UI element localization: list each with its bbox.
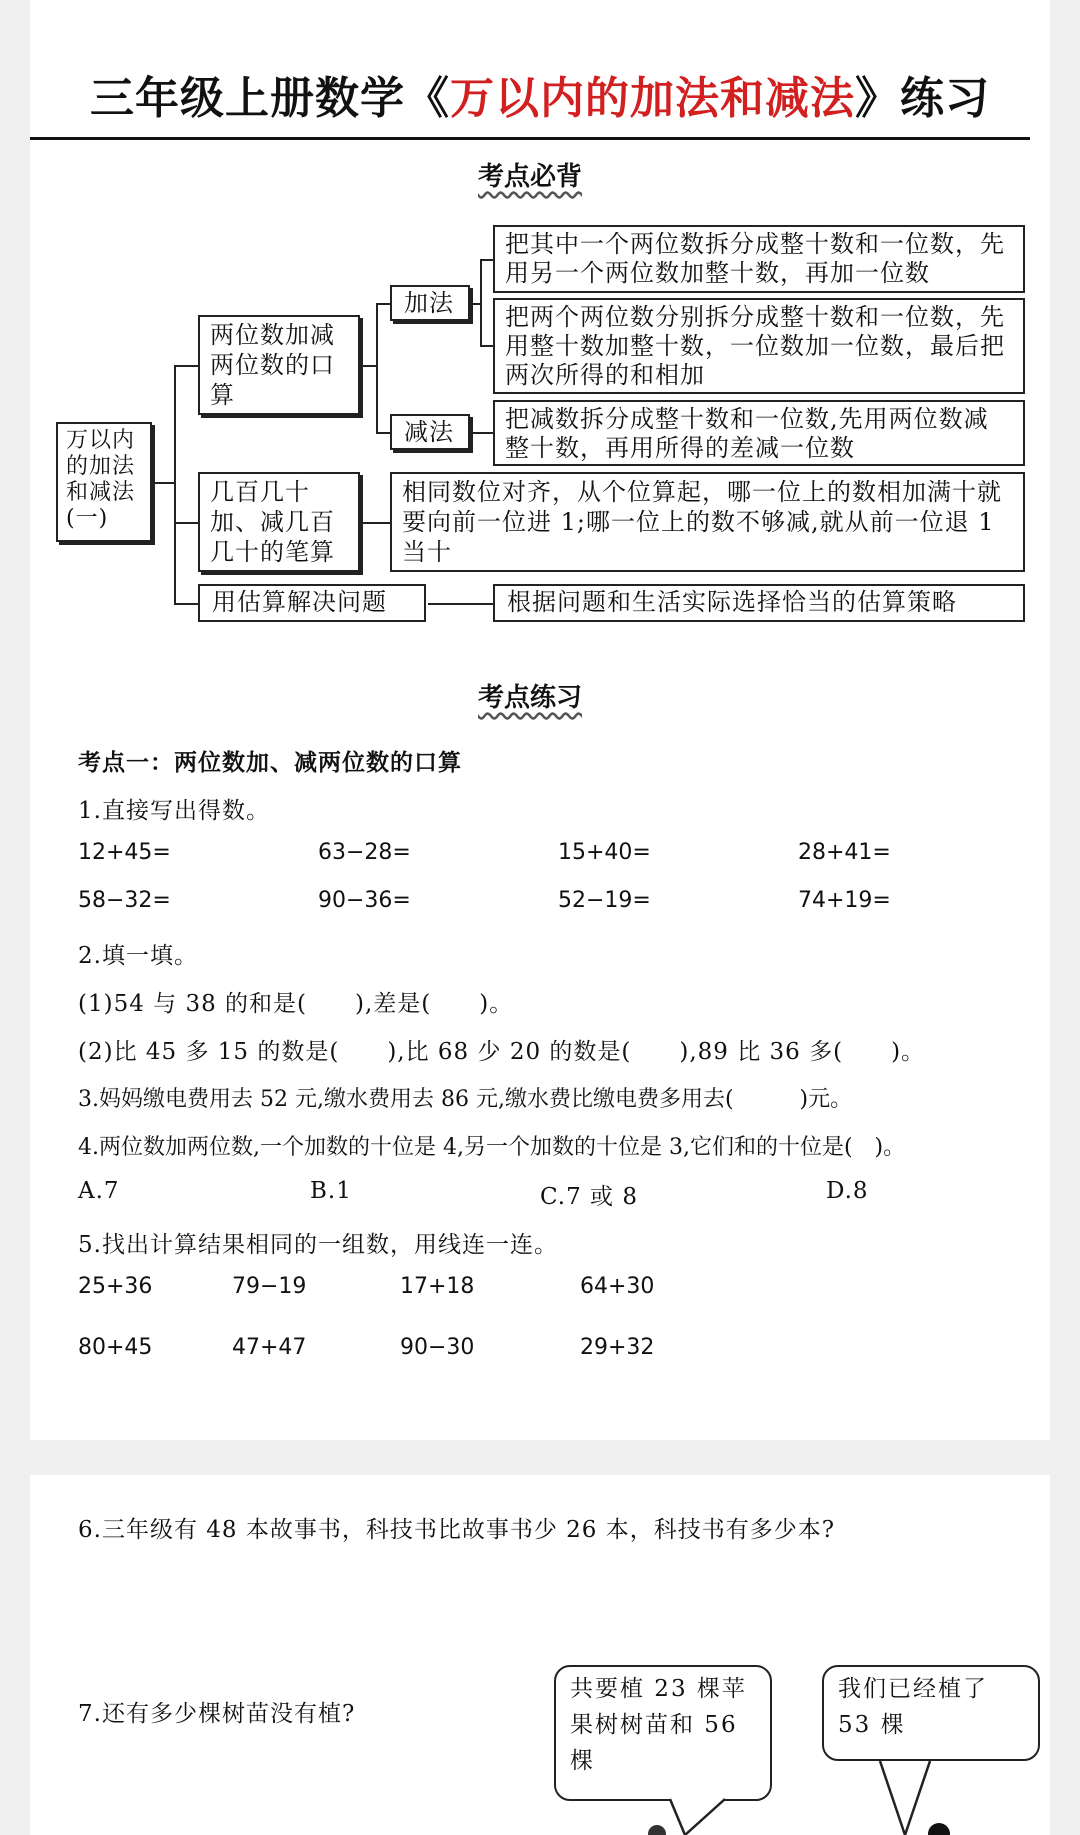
question-3: 3.妈妈缴电费用去 52 元,缴水费用去 86 元,缴水费比缴电费多用去( )元。 bbox=[78, 1087, 853, 1112]
mindmap-root: 万以内的加法和减法(一) bbox=[56, 422, 152, 542]
q4-option-c: C.7 或 8 bbox=[540, 1184, 638, 1210]
question-4: 4.两位数加两位数,一个加数的十位是 4,另一个加数的十位是 3,它们和的十位是( )。 bbox=[78, 1135, 906, 1160]
question-5: 5.找出计算结果相同的一组数，用线连一连。 bbox=[78, 1232, 558, 1258]
q1-item-7: 52−19= bbox=[558, 888, 651, 913]
q1-item-3: 15+40= bbox=[558, 840, 651, 865]
mindmap-subtraction-method: 把减数拆分成整十数和一位数,先用两位数减整十数，再用所得的差减一位数 bbox=[493, 400, 1025, 466]
q1-item-1: 12+45= bbox=[78, 840, 171, 865]
worksheet-page-1 bbox=[30, 0, 1050, 1440]
speech-bubble-tail-2 bbox=[860, 1755, 980, 1835]
q1-item-5: 58−32= bbox=[78, 888, 171, 913]
worksheet-page-2 bbox=[30, 1475, 1050, 1835]
q5-bottom-1: 80+45 bbox=[78, 1335, 153, 1360]
mindmap-branch-written-calculation: 几百几十加、减几百几十的笔算 bbox=[198, 472, 360, 572]
mindmap-written-calculation-rule: 相同数位对齐，从个位算起，哪一位上的数相加满十就要向前一位进 1;哪一位上的数不够减,就从前一位退 1 当十 bbox=[390, 472, 1025, 572]
q5-bottom-3: 90−30 bbox=[400, 1335, 475, 1360]
mindmap-addition-method-2: 把两个两位数分别拆分成整十数和一位数，先用整十数加整十数，一位数加一位数，最后把两次所得的和相加 bbox=[493, 298, 1025, 394]
page-title: 三年级上册数学《万以内的加法和减法》练习 bbox=[90, 73, 990, 124]
q5-top-2: 79−19 bbox=[232, 1274, 307, 1299]
mindmap-branch-mental-arithmetic: 两位数加减两位数的口算 bbox=[198, 315, 360, 415]
q1-item-6: 90−36= bbox=[318, 888, 411, 913]
q5-top-1: 25+36 bbox=[78, 1274, 153, 1299]
title-divider bbox=[30, 137, 1030, 140]
question-1: 1.直接写出得数。 bbox=[78, 798, 270, 824]
q1-item-2: 63−28= bbox=[318, 840, 411, 865]
mindmap-addition-label: 加法 bbox=[390, 285, 470, 321]
topic-1-heading: 考点一：两位数加、减两位数的口算 bbox=[78, 749, 462, 776]
question-6: 6.三年级有 48 本故事书，科技书比故事书少 26 本，科技书有多少本? bbox=[78, 1517, 836, 1543]
q5-bottom-4: 29+32 bbox=[580, 1335, 655, 1360]
q5-top-4: 64+30 bbox=[580, 1274, 655, 1299]
speech-bubble-total: 共要植 23 棵苹果树树苗和 56 棵 bbox=[554, 1665, 772, 1801]
mindmap-estimation-strategy: 根据问题和生活实际选择恰当的估算策略 bbox=[493, 584, 1025, 622]
q4-option-d: D.8 bbox=[826, 1178, 869, 1204]
q1-item-4: 28+41= bbox=[798, 840, 891, 865]
q5-bottom-2: 47+47 bbox=[232, 1335, 307, 1360]
section-must-know: 考点必背 bbox=[478, 162, 583, 192]
speech-bubble-planted: 我们已经植了 53 棵 bbox=[822, 1665, 1040, 1761]
question-2-1: (1)54 与 38 的和是( ),差是( )。 bbox=[78, 991, 514, 1017]
q1-item-8: 74+19= bbox=[798, 888, 891, 913]
mindmap-branch-estimation: 用估算解决问题 bbox=[198, 584, 426, 622]
question-2: 2.填一填。 bbox=[78, 943, 198, 969]
section-practice: 考点练习 bbox=[478, 683, 583, 713]
mindmap-addition-method-1: 把其中一个两位数拆分成整十数和一位数，先用另一个两位数加整十数，再加一位数 bbox=[493, 225, 1025, 293]
title-highlight: 万以内的加法和减法 bbox=[450, 73, 855, 124]
question-2-2: (2)比 45 多 15 的数是( ),比 68 少 20 的数是( ),89 比 36 多( )。 bbox=[78, 1039, 926, 1065]
q4-option-a: A.7 bbox=[78, 1178, 120, 1204]
q5-top-3: 17+18 bbox=[400, 1274, 475, 1299]
q4-option-b: B.1 bbox=[310, 1178, 352, 1204]
mindmap-subtraction-label: 减法 bbox=[390, 414, 470, 450]
question-7: 7.还有多少棵树苗没有植? bbox=[78, 1701, 356, 1727]
